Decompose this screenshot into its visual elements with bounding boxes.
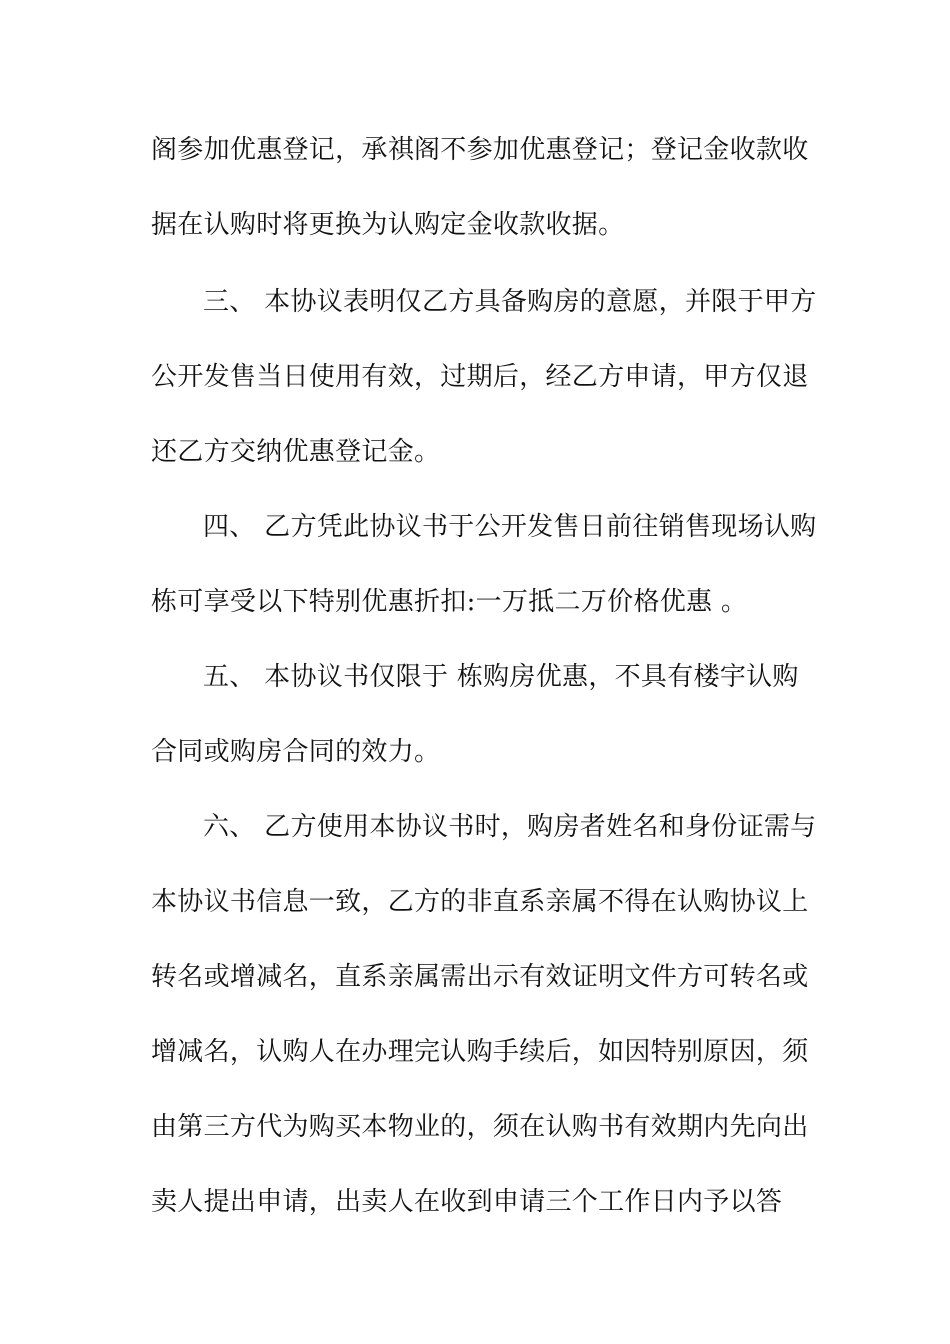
text-line: 合同或购房合同的效力。 [151,737,441,767]
text-line: 增减名，认购人在办理完认购手续后，如因特别原因，须 [151,1037,809,1067]
text-line: 栋可享受以下特别优惠折扣:一万抵二万价格优惠 。 [151,587,748,617]
clause-five-heading-line: 五、 本协议书仅限于 栋购房优惠，不具有楼宇认购 [203,662,799,692]
clause-four-heading-line: 四、 乙方凭此协议书于公开发售日前往销售现场认购 [203,512,817,542]
text-line: 卖人提出申请，出卖人在收到申请三个工作日内予以答 [151,1187,783,1217]
text-line: 公开发售当日使用有效，过期后，经乙方申请，甲方仅退 [151,362,809,392]
clause-six-heading-line: 六、 乙方使用本协议书时，购房者姓名和身份证需与 [203,812,817,842]
text-line: 还乙方交纳优惠登记金。 [151,437,441,467]
text-line: 由第三方代为购买本物业的，须在认购书有效期内先向出 [151,1112,809,1142]
text-line: 据在认购时将更换为认购定金收款收据。 [151,210,625,240]
clause-three-heading-line: 三、 本协议表明仅乙方具备购房的意愿，并限于甲方 [203,287,817,317]
text-line: 转名或增减名，直系亲属需出示有效证明文件方可转名或 [151,962,809,992]
text-line: 本协议书信息一致，乙方的非直系亲属不得在认购协议上 [151,887,809,917]
text-line: 阁参加优惠登记，承祺阁不参加优惠登记；登记金收款收 [151,135,809,165]
